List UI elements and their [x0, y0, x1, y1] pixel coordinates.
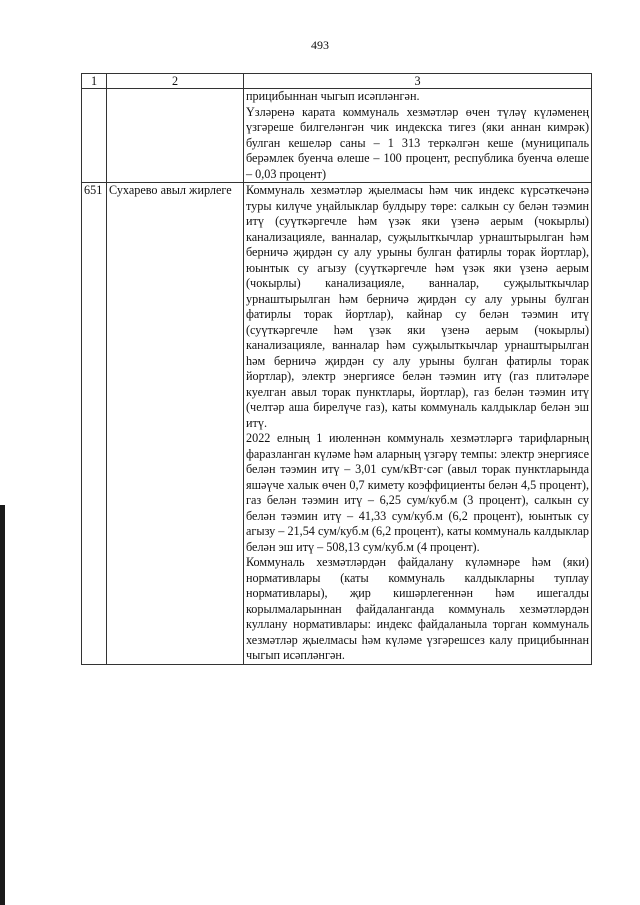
row-number-cell: 651: [82, 183, 107, 665]
description-paragraph: Үзләренә карата коммуналь хезмәтләр өчен түләү күләменең үзгәреше билгеләнгән чик индекска тигез (яки аннан кимрәк) булган кешеләр саны – 1 313 теркәлгән кеше (муниципаль берәмлек буенча өлеше – 100 процент, республика буенча өлеше – 0,03 процент): [246, 104, 589, 181]
document-table: [81, 73, 592, 665]
header-col-3: 3: [244, 74, 592, 89]
description-paragraph: Коммуналь хезмәтләр җыелмасы һәм чик индекс күрсәткечәнә туры килүче уңайлыклар булдыру төре: салкын су белән тәэмин итү (суүткәргечле һәм үзәк яки үзенә аерым (чокырлы) канализацияле, ванналар, суҗылыткычлар урнаштырылган һәм берничә җирдән су алу урыны булган фатирлы торак йортлар), юынтык су агызу (суүткәргечле һәм үзәк яки үзенә аерым (чокырлы) канализацияле, ванналар, суҗылыткычлар урнаштырылган һәм берничә җирдән су алу урыны булган фатирлы торак йортлар), кайнар су белән тәэмин итү (суүткәргечле һәм үзәк яки үзенә аерым (чокырлы) канализацияле, ванналар һәм суҗылыткычлар урнаштырылган һәм берничә җирдән су алу урыны булган фатирлы торак йортлар), электр энергиясе белән тәэмин итү (газ плитәләре куелган авыл торак пунктлары, йортлар), газ белән тәэмин итү (челтәр аша бирелүче газ), каты коммуналь калдыклар белән эш итү.: [246, 183, 589, 430]
page-number: 493: [311, 38, 329, 52]
table-header-row: [82, 74, 592, 89]
settlement-name-cell: Сухарево авыл жирлеге: [107, 183, 244, 665]
description-cell: [244, 89, 592, 183]
header-col-1: 1: [82, 74, 107, 89]
description-paragraph: прицибыннан чыгып исәпләнгән.: [246, 89, 420, 103]
table-row: [82, 183, 592, 665]
settlement-name-cell: [107, 89, 244, 183]
row-number-cell: [82, 89, 107, 183]
header-col-2: 2: [107, 74, 244, 89]
scan-edge-bar: [0, 505, 5, 905]
description-paragraph: 2022 елның 1 июленнән коммуналь хезмәтләргә тарифларның фаразланган күләме һәм аларның үзгәрү темпы: электр энергиясе белән тәэмин итү – 3,01 сум/кВт·сәг (авыл торак пунктларында яшәүче халык өчен 0,7 кимету коэффициенты белән 4,5 процент), газ белән тәэмин итү – 6,25 сум/куб.м (3 процент), салкын су белән тәэмин итү – 41,33 сум/куб.м (6,2 процент), юынтык су агызу – 21,54 сум/куб.м (6,2 процент), каты коммуналь калдыклар белән эш итү – 508,13 сум/куб.м (4 процент).: [246, 431, 589, 554]
table-row: [82, 89, 592, 183]
description-paragraph: Коммуналь хезмәтләрдән файдалану күләмнәре һәм (яки) нормативлары (каты коммуналь калдыкларны туплау нормативлары), җир кишәрлегеннән һәм ишегалды корылмаларыннан файдаланганда коммуналь хезмәтләрдән куллану нормативлары: индекс файдаланыла торган коммуналь хезмәтләр җыелмасы һәм күләме үзгәрешсез калу прицибыннан чыгып исәпләнгән.: [246, 555, 589, 662]
description-cell: [244, 183, 592, 665]
